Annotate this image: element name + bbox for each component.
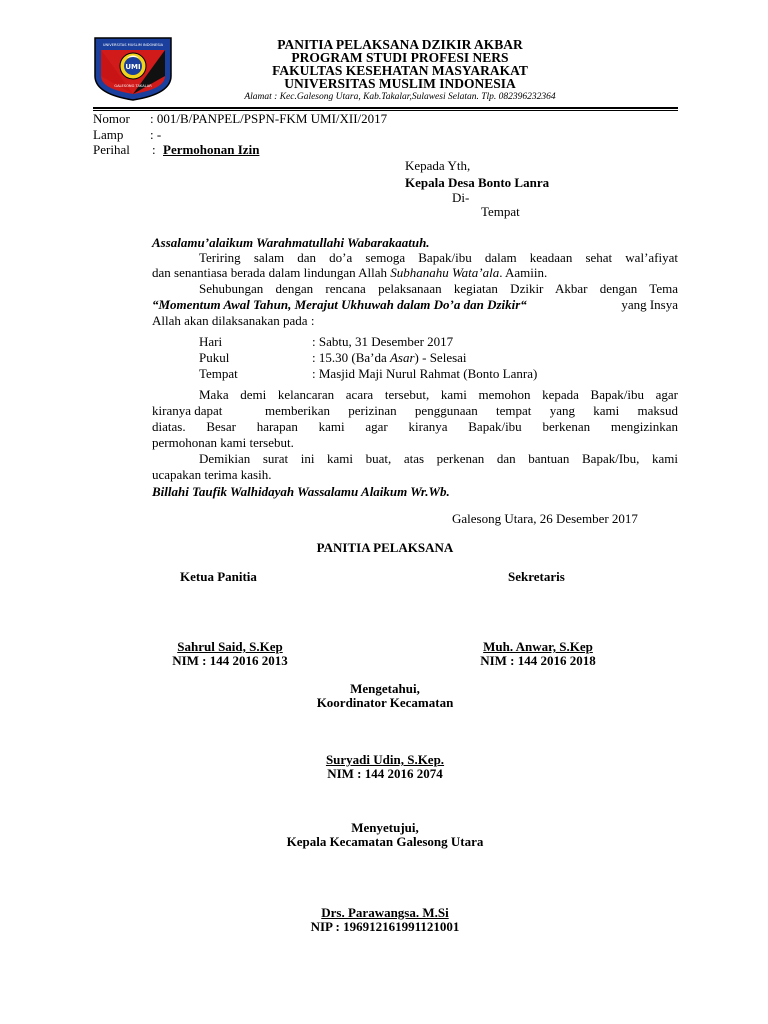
p2-insya: yang Insya: [621, 297, 678, 312]
logo-top-text: UNIVERSITAS MUSLIM INDONESIA: [102, 43, 164, 47]
tempat-value: : Masjid Maji Nurul Rahmat (Bonto Lanra): [312, 366, 538, 381]
p1-text: dan senantiasa berada dalam lindungan Allah: [152, 265, 391, 280]
header-line2: PROGRAM STUDI PROFESI NERS: [291, 50, 509, 65]
paragraph1-line2: [152, 265, 547, 280]
perihal-colon: :: [152, 142, 156, 157]
perihal-label: Perihal: [93, 142, 130, 157]
hari-label: Hari: [199, 334, 223, 349]
paragraph4-line1: Demikian surat ini kami buat, atas perkenan dan bantuan Bapak/Ibu, kami: [199, 451, 678, 466]
nomor-value: : 001/B/PANPEL/PSPN-FKM UMI/XII/2017: [150, 111, 388, 126]
paragraph3-line2b: memberikan perizinan penggunaan tempat yang kami maksud: [265, 403, 678, 418]
recipient-line1: Kepada Yth,: [405, 158, 471, 173]
logo-mid-text: UMI: [125, 63, 141, 71]
p1-italic: Subhanahu Wata’ala: [390, 265, 500, 280]
greeting: Assalamu’alaikum Warahmatullahi Wabarakaatuh.: [152, 235, 430, 250]
header-line1: PANITIA PELAKSANA DZIKIR AKBAR: [277, 37, 523, 52]
mengetahui-label: Mengetahui,: [350, 681, 420, 696]
paragraph3-line1: Maka demi kelancaran acara tersebut, kami memohon kepada Bapak/ibu agar: [199, 387, 678, 402]
paragraph2-line2: [152, 297, 678, 312]
recipient-line2: Kepala Desa Bonto Lanra: [405, 175, 550, 190]
koordinator-nim: NIM : 144 2016 2074: [327, 766, 443, 781]
menyetujui-label: Menyetujui,: [351, 820, 419, 835]
perihal-value: Permohonan Izin: [163, 142, 260, 157]
paragraph3-line4: permohonan kami tersebut.: [152, 435, 294, 450]
paragraph3-line3: diatas. Besar harapan kami agar kiranya Bapak/ibu berkenan mengizinkan: [152, 419, 678, 434]
header-line4: UNIVERSITAS MUSLIM INDONESIA: [284, 76, 516, 91]
paragraph4-line2: ucapakan terima kasih.: [152, 467, 272, 482]
ketua-nim: NIM : 144 2016 2013: [172, 653, 288, 668]
sekretaris-name: Muh. Anwar, S.Kep: [483, 639, 593, 654]
paragraph2-line1: Sehubungan dengan rencana pelaksanaan kegiatan Dzikir Akbar dengan Tema: [199, 281, 678, 296]
hari-value: : Sabtu, 31 Desember 2017: [312, 334, 454, 349]
lamp-value: : -: [150, 127, 162, 142]
paragraph3-line2a: kiranya dapat: [152, 403, 223, 418]
logo-bottom-text: GALESONG TAKALAR: [114, 84, 152, 88]
nomor-label: Nomor: [93, 111, 130, 126]
paragraph2-line3: Allah akan dilaksanakan pada :: [152, 313, 315, 328]
pukul-text: : 15.30 (Ba’da: [312, 350, 390, 365]
p1-end: . Aamiin.: [499, 265, 548, 280]
ketua-name: Sahrul Said, S.Kep: [177, 639, 283, 654]
pukul-end: ) - Selesai: [414, 350, 467, 365]
pukul-value: [312, 350, 467, 365]
committee-title: PANITIA PELAKSANA: [316, 540, 454, 555]
camat-title: Kepala Kecamatan Galesong Utara: [286, 834, 484, 849]
university-logo: [93, 36, 173, 102]
header-line3: FAKULTAS KESEHATAN MASYARAKAT: [272, 63, 528, 78]
ketua-title: Ketua Panitia: [180, 569, 257, 584]
closing-salutation: Billahi Taufik Walhidayah Wassalamu Alaikum Wr.Wb.: [152, 484, 450, 499]
pukul-italic: Asar: [389, 350, 415, 365]
camat-nip: NIP : 196912161991121001: [310, 919, 460, 934]
lamp-label: Lamp: [93, 127, 124, 142]
paragraph1-line1: Teriring salam dan do’a semoga Bapak/ibu dalam keadaan sehat wal’afiyat: [199, 250, 678, 265]
recipient-line4: Tempat: [481, 204, 520, 219]
camat-name: Drs. Parawangsa. M.Si: [321, 905, 449, 920]
pukul-label: Pukul: [199, 350, 230, 365]
koordinator-name: Suryadi Udin, S.Kep.: [325, 752, 445, 767]
header-rule-thick: [93, 107, 678, 109]
sekretaris-title: Sekretaris: [508, 569, 565, 584]
theme-text: “Momentum Awal Tahun, Merajut Ukhuwah dalam Do’a dan Dzikir“: [152, 297, 527, 312]
koordinator-title: Koordinator Kecamatan: [316, 695, 454, 710]
recipient-line3: Di-: [452, 190, 470, 205]
header-address: Alamat : Kec.Galesong Utara, Kab.Takalar,Sulawesi Selatan. Tlp. 082396232364: [244, 92, 556, 102]
sekretaris-nim: NIM : 144 2016 2018: [480, 653, 596, 668]
tempat-label: Tempat: [199, 366, 238, 381]
place-date: Galesong Utara, 26 Desember 2017: [452, 511, 638, 526]
